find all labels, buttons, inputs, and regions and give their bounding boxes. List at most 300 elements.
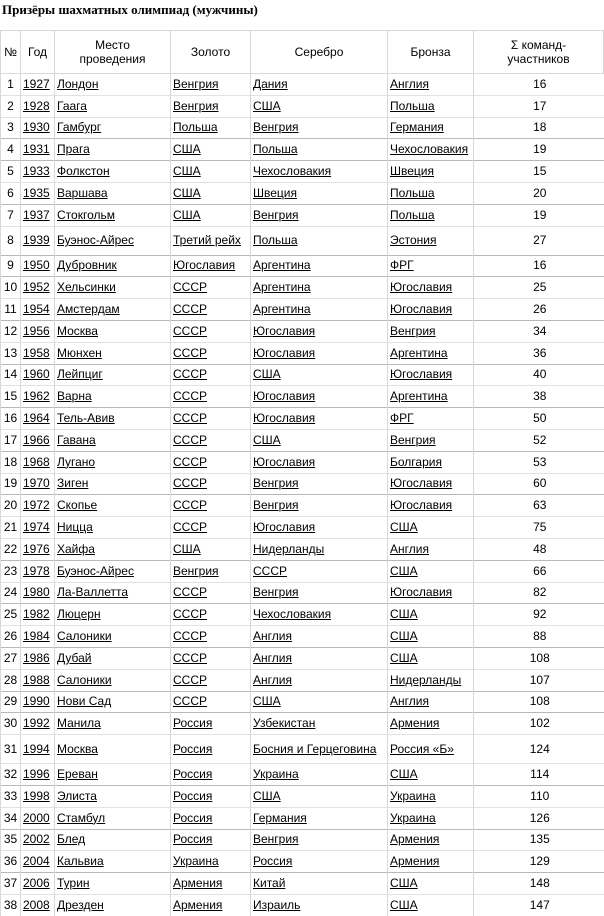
gold-cell [171, 342, 251, 364]
silver-link[interactable]: Аргентина [253, 302, 311, 317]
silver-link[interactable]: Польша [253, 233, 298, 248]
silver-cell [251, 495, 388, 517]
year-link[interactable]: 1994 [23, 741, 50, 756]
venue-link[interactable]: Элиста [57, 788, 97, 803]
bronze-link[interactable]: Югославия [390, 280, 453, 295]
gold-link[interactable]: Югославия [173, 258, 236, 273]
row-number: 33 [1, 785, 21, 807]
venue-link[interactable]: Дубровник [57, 258, 117, 273]
venue-link[interactable]: Москва [57, 323, 98, 338]
row-number: 8 [1, 226, 21, 255]
bronze-link[interactable]: ФРГ [390, 411, 414, 426]
bronze-link[interactable]: США [390, 897, 418, 912]
year-link[interactable]: 1970 [23, 476, 50, 491]
gold-link[interactable]: Украина [173, 854, 219, 869]
table-row [1, 139, 604, 161]
team-count: 52 [474, 429, 604, 451]
venue-link[interactable]: Гамбург [57, 120, 102, 135]
year-cell [21, 386, 55, 408]
year-link[interactable]: 1990 [23, 694, 50, 709]
bronze-cell [388, 139, 474, 161]
gold-link[interactable]: Россия [173, 716, 213, 731]
venue-cell [55, 669, 171, 691]
row-number: 26 [1, 626, 21, 648]
bronze-cell [388, 277, 474, 299]
gold-cell [171, 785, 251, 807]
bronze-link[interactable]: Россия «Б» [390, 741, 454, 756]
year-cell [21, 807, 55, 829]
table-row [1, 735, 604, 764]
gold-link[interactable]: СССР [173, 280, 208, 295]
gold-cell [171, 691, 251, 713]
bronze-link[interactable]: Польша [390, 98, 435, 113]
bronze-link[interactable]: Эстония [390, 233, 437, 248]
silver-link[interactable]: США [253, 694, 281, 709]
year-link[interactable]: 1950 [23, 258, 50, 273]
year-cell [21, 735, 55, 764]
venue-link[interactable]: Дубай [57, 650, 92, 665]
gold-link[interactable]: Армения [173, 875, 223, 890]
team-count: 75 [474, 517, 604, 539]
gold-link[interactable]: СССР [173, 650, 208, 665]
year-link[interactable]: 1998 [23, 788, 50, 803]
bronze-link[interactable]: Болгария [390, 454, 442, 469]
table-row [1, 226, 604, 255]
venue-cell [55, 408, 171, 430]
table-row [1, 161, 604, 183]
gold-link[interactable]: Россия [173, 832, 213, 847]
bronze-link[interactable]: Армения [390, 832, 440, 847]
year-cell [21, 226, 55, 255]
venue-link[interactable]: Нови Сад [57, 694, 112, 709]
table-row [1, 451, 604, 473]
row-number: 24 [1, 582, 21, 604]
venue-link[interactable]: Ла-Валлетта [57, 585, 129, 600]
gold-cell [171, 473, 251, 495]
year-link[interactable]: 1986 [23, 650, 50, 665]
venue-link[interactable]: Тель-Авив [57, 411, 115, 426]
venue-cell [55, 582, 171, 604]
team-count: 107 [474, 669, 604, 691]
team-count: 148 [474, 873, 604, 895]
silver-cell [251, 785, 388, 807]
year-link[interactable]: 2008 [23, 897, 50, 912]
gold-link[interactable]: СССР [173, 629, 208, 644]
team-count: 25 [474, 277, 604, 299]
venue-link[interactable]: Лейпциг [57, 367, 103, 382]
gold-link[interactable]: СССР [173, 432, 208, 447]
gold-link[interactable]: СССР [173, 302, 208, 317]
gold-cell [171, 735, 251, 764]
silver-link[interactable]: Венгрия [253, 498, 299, 513]
bronze-link[interactable]: Аргентина [390, 389, 448, 404]
bronze-link[interactable]: Англия [390, 694, 429, 709]
year-link[interactable]: 1935 [23, 185, 50, 200]
table-row [1, 894, 604, 915]
year-link[interactable]: 1933 [23, 164, 50, 179]
year-link[interactable]: 1952 [23, 280, 50, 295]
row-number: 13 [1, 342, 21, 364]
gold-link[interactable]: Польша [173, 120, 218, 135]
venue-link[interactable]: Гаага [57, 98, 87, 113]
row-number: 18 [1, 451, 21, 473]
silver-cell [251, 626, 388, 648]
silver-cell [251, 604, 388, 626]
year-cell [21, 626, 55, 648]
silver-link[interactable]: Чехословакия [253, 164, 332, 179]
silver-link[interactable]: Босния и Герцеговина [253, 741, 377, 756]
bronze-link[interactable]: США [390, 875, 418, 890]
silver-link[interactable]: Венгрия [253, 207, 299, 222]
row-number: 23 [1, 560, 21, 582]
table-row [1, 647, 604, 669]
venue-cell [55, 386, 171, 408]
venue-cell [55, 713, 171, 735]
silver-link[interactable]: Венгрия [253, 585, 299, 600]
silver-link[interactable]: Югославия [253, 411, 316, 426]
table-row [1, 204, 604, 226]
silver-link[interactable]: Швеция [253, 185, 297, 200]
bronze-link[interactable]: Нидерланды [390, 672, 462, 687]
row-number: 5 [1, 161, 21, 183]
venue-link[interactable]: Хельсинки [57, 280, 116, 295]
venue-link[interactable]: Мюнхен [57, 345, 102, 360]
bronze-link[interactable]: США [390, 629, 418, 644]
venue-cell [55, 894, 171, 915]
table-row [1, 851, 604, 873]
bronze-cell [388, 647, 474, 669]
silver-link[interactable]: Англия [253, 650, 292, 665]
year-cell [21, 364, 55, 386]
venue-cell [55, 829, 171, 851]
silver-link[interactable]: Югославия [253, 389, 316, 404]
year-link[interactable]: 1976 [23, 541, 50, 556]
table-row [1, 299, 604, 321]
year-link[interactable]: 1978 [23, 563, 50, 578]
silver-cell [251, 408, 388, 430]
year-link[interactable]: 1927 [23, 76, 50, 91]
gold-link[interactable]: СССР [173, 367, 208, 382]
gold-link[interactable]: США [173, 142, 201, 157]
silver-link[interactable]: Аргентина [253, 280, 311, 295]
year-link[interactable]: 1931 [23, 142, 50, 157]
gold-link[interactable]: СССР [173, 607, 208, 622]
row-number: 11 [1, 299, 21, 321]
year-link[interactable]: 1974 [23, 520, 50, 535]
gold-link[interactable]: США [173, 541, 201, 556]
gold-cell [171, 669, 251, 691]
venue-link[interactable]: Амстердам [57, 302, 120, 317]
year-cell [21, 851, 55, 873]
year-link[interactable]: 1937 [23, 207, 50, 222]
gold-link[interactable]: Армения [173, 897, 223, 912]
silver-link[interactable]: Югославия [253, 323, 316, 338]
silver-link[interactable]: Венгрия [253, 120, 299, 135]
bronze-cell [388, 255, 474, 277]
silver-link[interactable]: США [253, 367, 281, 382]
table-row [1, 495, 604, 517]
table-row [1, 582, 604, 604]
gold-link[interactable]: Венгрия [173, 76, 219, 91]
silver-link[interactable]: Югославия [253, 520, 316, 535]
venue-link[interactable]: Гавана [57, 432, 96, 447]
year-link[interactable]: 1962 [23, 389, 50, 404]
bronze-link[interactable]: Англия [390, 76, 429, 91]
venue-link[interactable]: Лондон [57, 76, 99, 91]
year-link[interactable]: 2002 [23, 832, 50, 847]
venue-link[interactable]: Хайфа [57, 541, 95, 556]
venue-link[interactable]: Манила [57, 716, 101, 731]
gold-cell [171, 894, 251, 915]
silver-link[interactable]: Украина [253, 767, 299, 781]
gold-link[interactable]: СССР [173, 520, 208, 535]
bronze-cell [388, 764, 474, 786]
row-number: 36 [1, 851, 21, 873]
row-number: 25 [1, 604, 21, 626]
bronze-link[interactable]: США [390, 767, 418, 781]
gold-link[interactable]: СССР [173, 345, 208, 360]
silver-link[interactable]: США [253, 432, 281, 447]
silver-link[interactable]: Германия [253, 810, 307, 825]
bronze-link[interactable]: США [390, 607, 418, 622]
gold-cell [171, 604, 251, 626]
gold-link[interactable]: США [173, 207, 201, 222]
year-link[interactable]: 1988 [23, 672, 50, 687]
year-link[interactable]: 1956 [23, 323, 50, 338]
year-link[interactable]: 1984 [23, 629, 50, 644]
venue-link[interactable]: Варна [57, 389, 92, 404]
bronze-cell [388, 226, 474, 255]
venue-cell [55, 95, 171, 117]
bronze-cell [388, 735, 474, 764]
header-silver: Серебро [251, 31, 388, 74]
team-count: 63 [474, 495, 604, 517]
table-row [1, 713, 604, 735]
venue-link[interactable]: Ницца [57, 520, 93, 535]
venue-link[interactable]: Фолкстон [57, 164, 110, 179]
venue-link[interactable]: Скопье [57, 498, 98, 513]
silver-link[interactable]: Англия [253, 629, 292, 644]
table-row [1, 429, 604, 451]
silver-cell [251, 735, 388, 764]
year-cell [21, 161, 55, 183]
silver-link[interactable]: Англия [253, 672, 292, 687]
year-link[interactable]: 1958 [23, 345, 50, 360]
gold-link[interactable]: СССР [173, 454, 208, 469]
bronze-link[interactable]: Чехословакия [390, 142, 469, 157]
table-row [1, 829, 604, 851]
bronze-link[interactable]: Аргентина [390, 345, 448, 360]
year-link[interactable]: 1980 [23, 585, 50, 600]
silver-link[interactable]: Венгрия [253, 476, 299, 491]
gold-link[interactable]: Венгрия [173, 98, 219, 113]
silver-link[interactable]: Израиль [253, 897, 301, 912]
table-row [1, 691, 604, 713]
silver-cell [251, 451, 388, 473]
silver-cell [251, 647, 388, 669]
table-row [1, 626, 604, 648]
year-link[interactable]: 2004 [23, 854, 50, 869]
venue-link[interactable]: Буэнос-Айрес [57, 233, 134, 248]
venue-link[interactable]: Лугано [57, 454, 96, 469]
gold-link[interactable]: Третий рейх [173, 233, 241, 248]
year-cell [21, 582, 55, 604]
gold-link[interactable]: СССР [173, 323, 208, 338]
gold-link[interactable]: СССР [173, 585, 208, 600]
gold-link[interactable]: Россия [173, 788, 213, 803]
venue-link[interactable]: Москва [57, 741, 98, 756]
bronze-cell [388, 713, 474, 735]
venue-link[interactable]: Салоники [57, 672, 112, 687]
venue-link[interactable]: Зиген [57, 476, 89, 491]
gold-link[interactable]: СССР [173, 411, 208, 426]
venue-link[interactable]: Дрезден [57, 897, 104, 912]
gold-cell [171, 386, 251, 408]
silver-link[interactable]: Нидерланды [253, 541, 325, 556]
header-bronze: Бронза [388, 31, 474, 74]
year-link[interactable]: 1968 [23, 454, 50, 469]
year-link[interactable]: 1964 [23, 411, 50, 426]
silver-link[interactable]: США [253, 98, 281, 113]
bronze-link[interactable]: Югославия [390, 367, 453, 382]
team-count: 66 [474, 560, 604, 582]
table-row [1, 74, 604, 96]
gold-link[interactable]: Россия [173, 767, 213, 781]
venue-link[interactable]: Блед [57, 832, 86, 847]
venue-cell [55, 538, 171, 560]
gold-link[interactable]: СССР [173, 672, 208, 687]
silver-link[interactable]: Венгрия [253, 832, 299, 847]
team-count: 18 [474, 117, 604, 139]
team-count: 40 [474, 364, 604, 386]
year-cell [21, 829, 55, 851]
silver-cell [251, 829, 388, 851]
gold-link[interactable]: СССР [173, 389, 208, 404]
gold-link[interactable]: США [173, 164, 201, 179]
bronze-link[interactable]: Югославия [390, 585, 453, 600]
gold-cell [171, 95, 251, 117]
bronze-link[interactable]: США [390, 563, 418, 578]
row-number: 4 [1, 139, 21, 161]
table-row [1, 117, 604, 139]
year-cell [21, 74, 55, 96]
venue-link[interactable]: Буэнос-Айрес [57, 563, 134, 578]
venue-link[interactable]: Варшава [57, 185, 108, 200]
bronze-link[interactable]: Армения [390, 854, 440, 869]
venue-link[interactable]: Турин [57, 875, 90, 890]
bronze-link[interactable]: Венгрия [390, 323, 436, 338]
venue-cell [55, 604, 171, 626]
row-number: 17 [1, 429, 21, 451]
gold-link[interactable]: СССР [173, 476, 208, 491]
venue-link[interactable]: Стокгольм [57, 207, 115, 222]
silver-link[interactable]: Югославия [253, 454, 316, 469]
bronze-link[interactable]: Югославия [390, 498, 453, 513]
bronze-link[interactable]: Югославия [390, 302, 453, 317]
silver-link[interactable]: Югославия [253, 345, 316, 360]
venue-cell [55, 277, 171, 299]
silver-link[interactable]: СССР [253, 563, 288, 578]
team-count: 36 [474, 342, 604, 364]
venue-link[interactable]: Стамбул [57, 810, 106, 825]
gold-cell [171, 517, 251, 539]
year-cell [21, 342, 55, 364]
gold-link[interactable]: Россия [173, 741, 213, 756]
bronze-link[interactable]: Венгрия [390, 432, 436, 447]
bronze-cell [388, 161, 474, 183]
silver-link[interactable]: Узбекистан [253, 716, 316, 731]
row-number: 22 [1, 538, 21, 560]
gold-link[interactable]: СССР [173, 498, 208, 513]
silver-link[interactable]: Аргентина [253, 258, 311, 273]
bronze-link[interactable]: Польша [390, 207, 435, 222]
year-link[interactable]: 1930 [23, 120, 50, 135]
year-link[interactable]: 1960 [23, 367, 50, 382]
bronze-link[interactable]: Германия [390, 120, 444, 135]
bronze-cell [388, 604, 474, 626]
silver-link[interactable]: Польша [253, 142, 298, 157]
team-count: 92 [474, 604, 604, 626]
bronze-link[interactable]: ФРГ [390, 258, 414, 273]
year-link[interactable]: 1972 [23, 498, 50, 513]
silver-link[interactable]: Китай [253, 875, 286, 890]
team-count: 102 [474, 713, 604, 735]
bronze-link[interactable]: Англия [390, 541, 429, 556]
year-link[interactable]: 1982 [23, 607, 50, 622]
silver-link[interactable]: Дания [253, 76, 288, 91]
bronze-link[interactable]: Швеция [390, 164, 434, 179]
year-link[interactable]: 1954 [23, 302, 50, 317]
silver-link[interactable]: США [253, 788, 281, 803]
year-link[interactable]: 1939 [23, 233, 50, 248]
silver-link[interactable]: Россия [253, 854, 293, 869]
year-link[interactable]: 1966 [23, 432, 50, 447]
venue-link[interactable]: Салоники [57, 629, 112, 644]
year-link[interactable]: 1992 [23, 716, 50, 731]
bronze-link[interactable]: Украина [390, 788, 436, 803]
year-link[interactable]: 2006 [23, 875, 50, 890]
year-link[interactable]: 2000 [23, 810, 50, 825]
venue-cell [55, 873, 171, 895]
bronze-cell [388, 669, 474, 691]
bronze-cell [388, 408, 474, 430]
bronze-link[interactable]: Украина [390, 810, 436, 825]
venue-link[interactable]: Ереван [57, 767, 98, 781]
year-link[interactable]: 1996 [23, 767, 50, 781]
row-number: 16 [1, 408, 21, 430]
venue-link[interactable]: Кальвиа [57, 854, 104, 869]
bronze-link[interactable]: США [390, 650, 418, 665]
team-count: 16 [474, 255, 604, 277]
team-count: 20 [474, 182, 604, 204]
silver-link[interactable]: Чехословакия [253, 607, 332, 622]
year-link[interactable]: 1928 [23, 98, 50, 113]
header-number: № [1, 31, 21, 74]
gold-link[interactable]: Венгрия [173, 563, 219, 578]
bronze-link[interactable]: Армения [390, 716, 440, 731]
gold-cell [171, 429, 251, 451]
gold-link[interactable]: США [173, 185, 201, 200]
gold-link[interactable]: Россия [173, 810, 213, 825]
row-number: 21 [1, 517, 21, 539]
bronze-link[interactable]: США [390, 520, 418, 535]
venue-link[interactable]: Прага [57, 142, 90, 157]
olympiad-medalists-table [0, 30, 604, 916]
bronze-link[interactable]: Польша [390, 185, 435, 200]
gold-link[interactable]: СССР [173, 694, 208, 709]
venue-link[interactable]: Люцерн [57, 607, 101, 622]
bronze-link[interactable]: Югославия [390, 476, 453, 491]
